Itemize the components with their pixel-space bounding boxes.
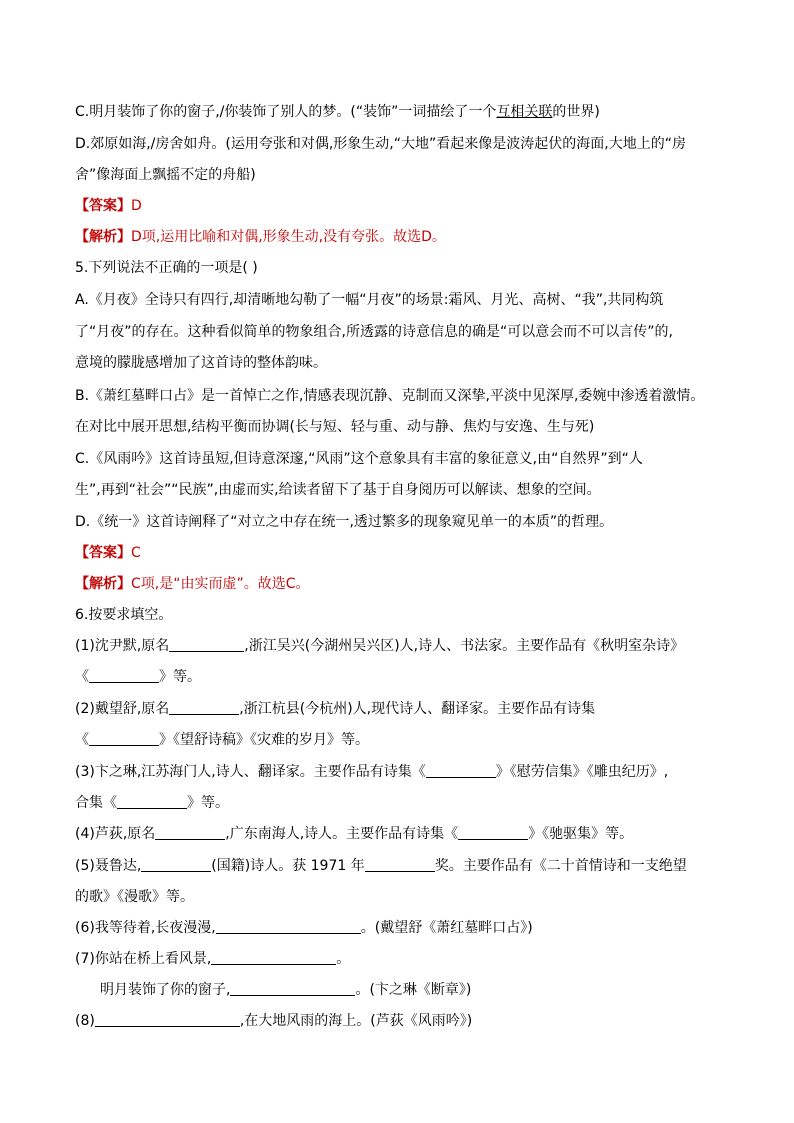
q6-item2-line2 — [75, 730, 369, 750]
analysis-label: 【解析】 — [75, 229, 131, 245]
q6-item7-line2 — [100, 980, 471, 1000]
q4-analysis — [75, 227, 446, 247]
q6-text: 合集《 — [75, 795, 117, 811]
answer-value: D — [131, 198, 142, 214]
q6-text: (1)沈尹默,原名 — [75, 638, 170, 654]
q6-item3-line2 — [75, 793, 229, 813]
answer-value: C — [131, 545, 141, 561]
q5-analysis — [75, 574, 310, 594]
analysis-value: C项,是“由实而虚”。故选C。 — [131, 576, 310, 592]
q5-option-a-line2: 了“月夜”的存在。这种看似简单的物象组合,所透露的诗意信息的确是“可以意会而不可以言传”的, — [75, 324, 673, 340]
q5-option-c-line1: C.《风雨吟》这首诗虽短,但诗意深邃,“风雨”这个意象具有丰富的象征意义,由“自然界”到“人 — [75, 451, 643, 467]
q6-text: (5)聂鲁达, — [75, 858, 142, 874]
q5-option-d-line1: D.《统一》这首诗阐释了“对立之中存在统一,透过繁多的现象窥见单一的本质”的哲理。 — [75, 514, 614, 530]
q6-item5-line2: 的歌》《漫歌》等。 — [75, 889, 194, 905]
fill-blank[interactable] — [141, 856, 211, 872]
option-c-line — [75, 102, 600, 122]
q5-option-c-line2: 生”,再到“社会”“民族”,由虚而实,给读者留下了基于自身阅历可以解读、想象的空间。 — [75, 482, 601, 498]
fill-blank[interactable] — [155, 824, 225, 840]
q6-item1-line1 — [75, 636, 684, 656]
q6-text: (4)芦荻,原名 — [75, 826, 156, 842]
q6-text: 》等。 — [187, 795, 229, 811]
fill-blank[interactable] — [95, 1011, 240, 1027]
fill-blank[interactable] — [426, 762, 496, 778]
q6-text: ,浙江杭县(今杭州)人,现代诗人、翻译家。主要作品有诗集 — [239, 701, 596, 717]
analysis-label: 【解析】 — [75, 576, 131, 592]
answer-label: 【答案】 — [75, 545, 131, 561]
q6-text: (2)戴望舒,原名 — [75, 701, 170, 717]
q6-text: 《 — [75, 732, 89, 748]
q6-item3-line1 — [75, 762, 668, 782]
q6-text: 《 — [75, 669, 89, 685]
q6-stem: 6.按要求填空。 — [75, 607, 173, 623]
option-d-line2: 舍”像海面上飘摇不定的舟船) — [75, 167, 256, 183]
fill-blank[interactable] — [458, 824, 528, 840]
q6-item6 — [75, 918, 533, 938]
q6-item7-line1 — [75, 949, 350, 969]
q6-text: 》《驰驱集》等。 — [528, 826, 634, 842]
option-c-tail: 的世界) — [552, 104, 600, 120]
fill-blank[interactable] — [169, 636, 244, 652]
q5-option-b-line2: 在对比中展开思想,结构平衡而协调(长与短、轻与重、动与静、焦灼与安逸、生与死) — [75, 419, 595, 435]
q6-text: 》等。 — [159, 669, 201, 685]
fill-blank[interactable] — [230, 980, 355, 996]
fill-blank[interactable] — [117, 793, 187, 809]
q6-text: ,浙江吴兴(今湖州吴兴区)人,诗人、书法家。主要作品有《秋明室杂诗》 — [244, 638, 685, 654]
q6-item1-line2 — [75, 667, 201, 687]
fill-blank[interactable] — [169, 699, 239, 715]
fill-blank[interactable] — [89, 667, 159, 683]
option-c-underlined: 互相关联 — [496, 104, 553, 120]
q6-text: ,在大地风雨的海上。(芦荻《风雨吟》) — [239, 1013, 473, 1029]
q6-text: (3)卞之琳,江苏海门人,诗人、翻译家。主要作品有诗集《 — [75, 764, 426, 780]
answer-label: 【答案】 — [75, 198, 131, 214]
q6-text: (7)你站在桥上看风景, — [75, 951, 212, 967]
analysis-value: D项,运用比喻和对偶,形象生动,没有夸张。故选D。 — [131, 229, 446, 245]
q5-option-a-line1: A.《月夜》全诗只有四行,却清晰地勾勒了一幅“月夜”的场景:霜风、月光、高树、“我”,共同构筑 — [75, 292, 664, 308]
q6-text: 。(戴望舒《萧红墓畔口占》) — [360, 920, 533, 936]
q6-text: 明月装饰了你的窗子, — [100, 982, 231, 998]
q6-item4 — [75, 824, 633, 844]
q6-text: ,广东南海人,诗人。主要作品有诗集《 — [225, 826, 459, 842]
q6-text: (6)我等待着,长夜漫漫, — [75, 920, 216, 936]
fill-blank[interactable] — [216, 918, 361, 934]
fill-blank[interactable] — [89, 730, 159, 746]
q4-answer — [75, 196, 142, 216]
fill-blank[interactable] — [211, 949, 336, 965]
q6-item5-line1 — [75, 856, 687, 876]
q6-item8 — [75, 1011, 472, 1031]
q5-option-a-line3: 意境的朦胧感增加了这首诗的整体韵味。 — [75, 355, 327, 371]
q6-text: 。 — [336, 951, 351, 967]
q6-text: 。(卞之琳《断章》) — [355, 982, 472, 998]
q6-text: (国籍)诗人。获 1971 年 — [211, 858, 365, 874]
option-d-line1: D.郊原如海,/房舍如舟。(运用夸张和对偶,形象生动,“大地”看起来像是波涛起伏的海面,大地上的“房 — [75, 136, 686, 152]
q6-item2-line1 — [75, 699, 595, 719]
fill-blank[interactable] — [365, 856, 435, 872]
q5-stem: 5.下列说法不正确的一项是( ) — [75, 260, 258, 276]
option-c-text: C.明月装饰了你的窗子,/你装饰了别人的梦。(“装饰”一词描绘了一个 — [75, 104, 497, 120]
q5-option-b-line1: B.《萧红墓畔口占》是一首悼亡之作,情感表现沉静、克制而又深挚,平淡中见深厚,委婉中渗透着激情。 — [75, 388, 705, 404]
q6-text: 奖。主要作品有《二十首情诗和一支绝望 — [434, 858, 687, 874]
q6-text: 》《望舒诗稿》《灾难的岁月》等。 — [159, 732, 369, 748]
q5-answer — [75, 543, 141, 563]
q6-text: 》《慰劳信集》《雕虫纪历》, — [495, 764, 669, 780]
q6-text: (8) — [75, 1013, 95, 1029]
